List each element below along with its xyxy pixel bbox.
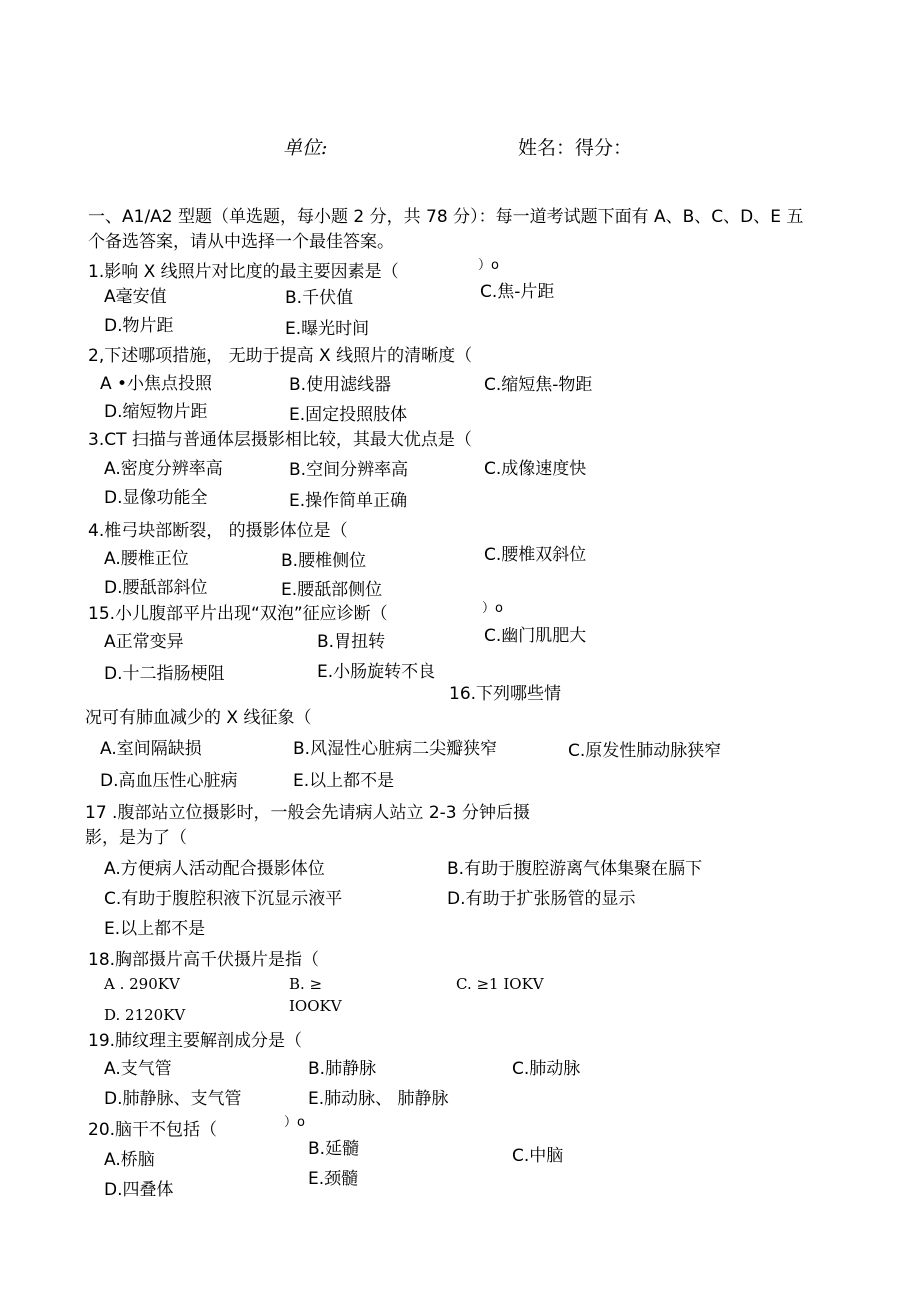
question-1-option-a: A毫安值 (104, 287, 167, 307)
question-15-option-d: D.十二指肠梗阻 (104, 664, 225, 684)
question-20-end: ）o (284, 1115, 305, 1130)
question-19-option-d: D.肺静脉、支气管 (104, 1089, 242, 1109)
section-instructions-line2: 个备选答案，请从中选择一个最佳答案。 (88, 232, 394, 252)
unit-label: 单位: (283, 137, 328, 159)
question-19-stem: 19.肺纹理主要解剖成分是（ (88, 1031, 303, 1051)
question-15-stem: 15.小儿腹部平片出现“双泡”征应诊断（ (88, 604, 388, 624)
question-1-option-e: E.曝光时间 (285, 319, 370, 339)
question-3-option-e: E.操作简单正确 (289, 491, 408, 511)
question-19-option-b: B.肺静脉 (308, 1059, 377, 1079)
question-1-stem: 1.影响 X 线照片对比度的最主要因素是（ (88, 262, 399, 282)
question-2-option-b: B.使用滤线器 (289, 375, 392, 395)
question-18-option-b: B. ≥ (289, 975, 323, 993)
question-17-option-e: E.以上都不是 (104, 919, 206, 939)
question-20-option-c: C.中脑 (512, 1146, 564, 1166)
question-4-stem: 4.椎弓块部断裂， 的摄影体位是（ (88, 521, 348, 541)
question-16-option-b: B.风湿性心脏病二尖瓣狭窄 (293, 739, 498, 759)
question-17-option-d: D.有助于扩张肠管的显示 (447, 889, 636, 909)
question-16-stem-part2: 况可有肺血减少的 X 线征象（ (85, 708, 312, 728)
question-15-option-a: A正常变异 (104, 632, 184, 652)
question-16-option-c: C.原发性肺动脉狭窄 (568, 741, 722, 761)
question-18-option-b-value: IOOKV (289, 997, 342, 1015)
question-1-option-d: D.物片距 (104, 316, 174, 336)
question-3-stem: 3.CT 扫描与普通体层摄影相比较，其最大优点是（ (88, 430, 472, 450)
question-18-option-c: C. ≥1 IOKV (456, 975, 544, 993)
question-18-stem: 18.胸部摄片高千伏摄片是指（ (88, 950, 320, 970)
question-20-stem: 20.脑干不包括（ (88, 1120, 218, 1140)
question-1-option-c: C.焦-片距 (480, 282, 555, 302)
question-18-option-a: A . 290KV (104, 975, 180, 993)
question-3-option-d: D.显像功能全 (104, 488, 208, 508)
question-16-stem-part1: 16.下列哪些情 (449, 684, 562, 704)
question-20-option-b: B.延髓 (308, 1139, 360, 1159)
question-2-option-c: C.缩短焦-物距 (484, 375, 593, 395)
name-score-label: 姓名：得分： (518, 137, 633, 159)
question-19-option-c: C.肺动脉 (512, 1059, 581, 1079)
question-17-option-c: C.有助于腹腔积液下沉显示液平 (104, 889, 343, 909)
question-4-option-a: A.腰椎正位 (104, 549, 189, 569)
question-18-option-d: D. 2120KV (104, 1006, 186, 1024)
question-15-option-b: B.胃扭转 (317, 632, 386, 652)
question-17-stem-part2: 影，是为了（ (85, 828, 187, 848)
question-3-option-b: B.空间分辨率高 (289, 460, 409, 480)
question-2-stem: 2,下述哪项措施， 无助于提高 X 线照片的清晰度（ (88, 346, 473, 366)
section-instructions-line1: 一、A1/A2 型题（单选题，每小题 2 分，共 78 分）：每一道考试题下面有 A、B、C、D、E 五 (88, 207, 804, 227)
question-15-option-e: E.小肠旋转不良 (317, 662, 436, 682)
question-19-option-a: A.支气管 (104, 1059, 172, 1079)
question-3-option-a: A.密度分辨率高 (104, 459, 223, 479)
question-17-option-b: B.有助于腹腔游离气体集聚在膈下 (447, 859, 703, 879)
question-15-option-c: C.幽门肌肥大 (484, 626, 587, 646)
question-20-option-e: E.颈髓 (308, 1169, 359, 1189)
question-2-option-d: D.缩短物片距 (104, 402, 208, 422)
question-4-option-b: B.腰椎侧位 (281, 551, 367, 571)
question-3-option-c: C.成像速度快 (484, 459, 587, 479)
question-4-option-e: E.腰舐部侧位 (281, 580, 383, 600)
question-15-end: ）o (482, 601, 503, 616)
question-17-stem-part1: 17 .腹部站立位摄影时，一般会先请病人站立 2-3 分钟后摄 (85, 803, 531, 823)
question-4-option-d: D.腰舐部斜位 (104, 578, 208, 598)
question-20-option-a: A.桥脑 (104, 1150, 155, 1170)
question-19-option-e: E.肺动脉、 肺静脉 (308, 1089, 449, 1109)
question-2-option-a: A •小焦点投照 (100, 374, 213, 394)
question-17-option-a: A.方便病人活动配合摄影体位 (104, 859, 325, 879)
question-2-option-e: E.固定投照肢体 (289, 405, 408, 425)
question-4-option-c: C.腰椎双斜位 (484, 545, 587, 565)
question-16-option-a: A.室间隔缺损 (100, 739, 202, 759)
question-16-option-d: D.高血压性心脏病 (100, 771, 238, 791)
question-1-option-b: B.千伏值 (285, 288, 354, 308)
question-16-option-e: E.以上都不是 (293, 771, 395, 791)
question-1-end: ）o (478, 258, 499, 273)
question-20-option-d: D.四叠体 (104, 1180, 174, 1200)
